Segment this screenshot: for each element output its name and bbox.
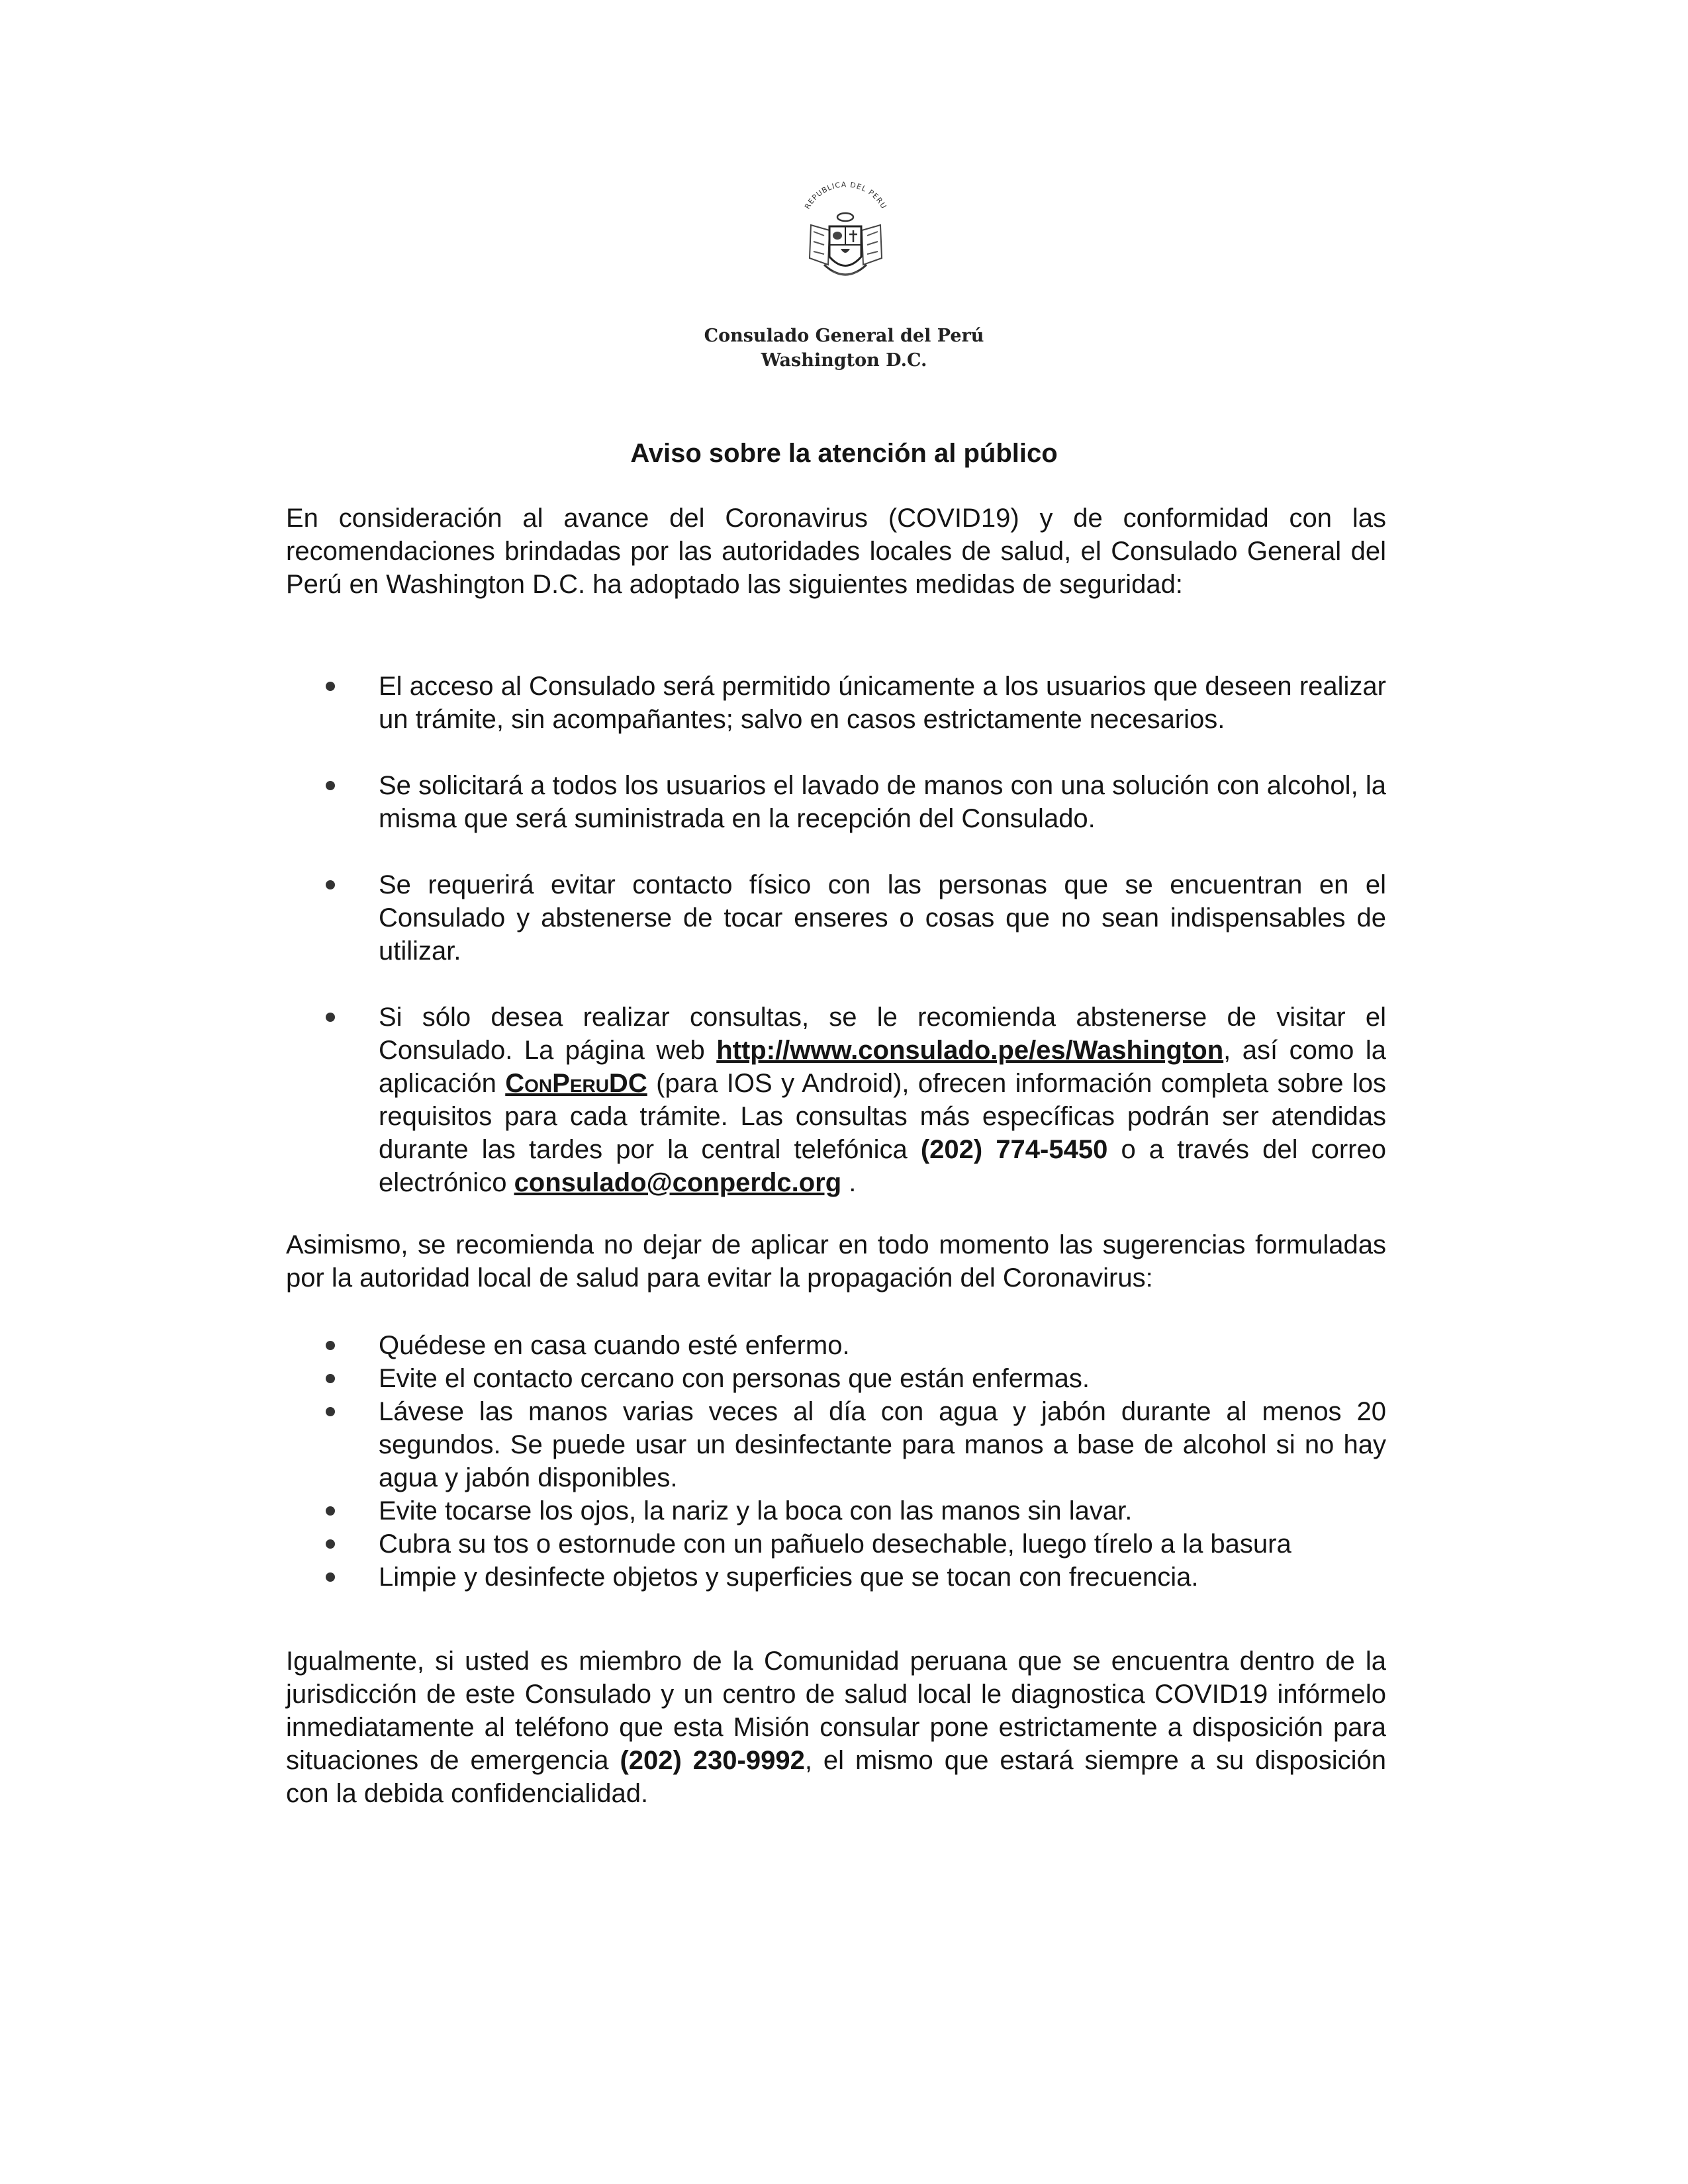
bullet-icon <box>326 682 335 691</box>
list-item <box>286 1527 1386 1561</box>
tip-text: Cubra su tos o estornude con un pañuelo desechable, luego tírelo a la basura <box>379 1529 1291 1559</box>
bullet-icon <box>326 1506 335 1516</box>
list-item <box>286 1494 1386 1527</box>
bullet-icon <box>326 1407 335 1416</box>
health-tips-list <box>286 1329 1386 1594</box>
notice-title: Aviso sobre la atención al público <box>630 439 1058 468</box>
bullet-icon <box>326 1374 335 1383</box>
central-phone-number: (202) 774-5450 <box>920 1135 1108 1164</box>
tip-text: Evite el contacto cercano con personas que están enfermas. <box>379 1364 1090 1393</box>
list-item <box>286 1362 1386 1395</box>
bullet-icon <box>326 1341 335 1350</box>
consultas-text: (para IOS y Android), ofrecen información completa sobre los requisitos para cada trámite. Las consultas más específicas podrán ser atendidas durante las tardes por la central telefónica <box>379 1069 1386 1164</box>
consultas-text: o a través del correo electrónico <box>379 1135 1386 1197</box>
emergency-text: Igualmente, si usted es miembro de la Comunidad peruana que se encuentra dentro de la jurisdicción de este Consulado y un centro de salud local le diagnostica COVID19 infórmelo inmediatamente al teléfono que esta Misión consular pone estrictamente a disposición para situaciones de emergencia <box>286 1647 1386 1775</box>
recommendations-paragraph: Asimismo, se recomienda no dejar de aplicar en todo momento las sugerencias formuladas por la autoridad local de salud para evitar la propagación del Coronavirus: <box>286 1230 1386 1293</box>
tip-text: Evite tocarse los ojos, la nariz y la boca con las manos sin lavar. <box>379 1496 1133 1525</box>
tip-text: Lávese las manos varias veces al día con agua y jabón durante al menos 20 segundos. Se puede usar un desinfectante para manos a base de alcohol si no hay agua y jabón disponibles. <box>379 1397 1386 1492</box>
measure-text: Se requerirá evitar contacto físico con las personas que se encuentran en el Consulado y abstenerse de tocar enseres o cosas que no sean indispensables de utilizar. <box>379 870 1386 966</box>
tip-text: Limpie y desinfecte objetos y superficies que se tocan con frecuencia. <box>379 1563 1199 1592</box>
consultas-text: Si sólo desea realizar consultas, se le recomienda abstenerse de visitar el Consulado. La página web <box>379 1003 1386 1065</box>
measure-text: El acceso al Consulado será permitido únicamente a los usuarios que deseen realizar un trámite, sin acompañantes; salvo en casos estrictamente necesarios. <box>379 672 1386 734</box>
bullet-icon <box>326 1013 335 1022</box>
consulate-email-link[interactable]: consulado@conperdc.org <box>514 1168 842 1197</box>
bullet-icon <box>326 781 335 790</box>
list-item <box>286 670 1386 736</box>
measures-list <box>286 670 1386 1232</box>
bullet-icon <box>326 1572 335 1582</box>
tip-text: Quédese en casa cuando esté enfermo. <box>379 1331 850 1360</box>
intro-paragraph: En consideración al avance del Coronavirus (COVID19) y de conformidad con las recomendaciones brindadas por las autoridades locales de salud, el Consulado General del Perú en Washington D.C. ha adoptado las siguientes medidas de seguridad: <box>286 504 1386 599</box>
list-item <box>286 868 1386 968</box>
emergency-paragraph <box>286 1645 1386 1810</box>
consultas-text: , así como la aplicación <box>379 1036 1386 1098</box>
svg-text:REPUBLICA DEL PERU: REPUBLICA DEL PERU <box>803 180 888 211</box>
measure-text: Se solicitará a todos los usuarios el lavado de manos con una solución con alcohol, la misma que será suministrada en la recepción del Consulado. <box>379 771 1386 833</box>
emergency-text: , el mismo que estará siempre a su disposición con la debida confidencialidad. <box>286 1746 1387 1808</box>
app-name-link[interactable]: ConPeruDC <box>505 1069 647 1098</box>
list-item <box>286 1395 1386 1494</box>
emergency-phone-number: (202) 230-9992 <box>620 1746 805 1775</box>
consultas-text: . <box>841 1168 857 1197</box>
list-item <box>286 1001 1386 1199</box>
list-item <box>286 1329 1386 1362</box>
list-item <box>286 769 1386 835</box>
consulate-website-link[interactable]: http://www.consulado.pe/es/Washington <box>716 1036 1224 1065</box>
letterhead-city: Washington D.C. <box>761 350 927 371</box>
bullet-icon <box>326 1539 335 1549</box>
bullet-icon <box>326 880 335 889</box>
letterhead-consulate: Consulado General del Perú <box>704 326 984 346</box>
coat-of-arms-seal <box>784 179 907 295</box>
list-item <box>286 1561 1386 1594</box>
